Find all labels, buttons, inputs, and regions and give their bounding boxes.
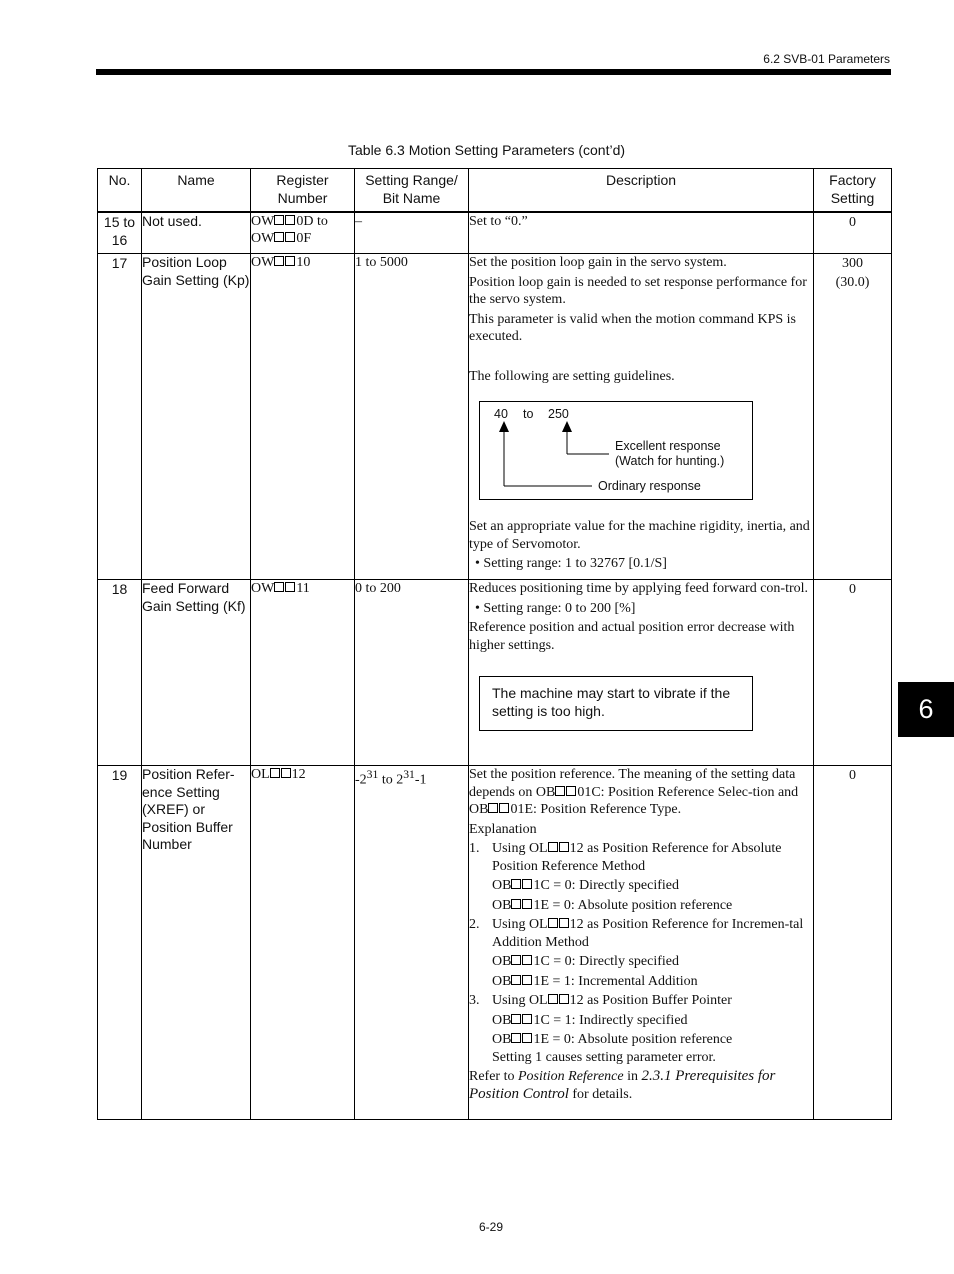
desc-bullet: • Setting range: 0 to 200 [%]	[475, 600, 636, 616]
col-header-factory: Factory Setting	[814, 169, 892, 212]
desc-bullet: • Setting range: 1 to 32767 [0.1/S]	[475, 556, 667, 571]
param-name: Not used.	[142, 212, 251, 254]
factory-setting: 0	[814, 580, 892, 766]
col-header-no: No.	[98, 169, 142, 212]
desc-line: Reduces positioning time by applying feed forward con-trol.	[469, 581, 809, 596]
table-row	[98, 254, 892, 580]
register-number: OW 0D to OW 0F	[251, 212, 355, 254]
table-caption: Table 6.3 Motion Setting Parameters (cont’d)	[348, 142, 626, 158]
col-header-name: Name	[142, 169, 251, 212]
desc-line: Explanation	[469, 821, 537, 837]
placeholder-box-icon	[548, 842, 558, 852]
table-row	[98, 580, 892, 766]
chapter-tab[interactable]: 6	[898, 682, 954, 737]
placeholder-box-icon	[274, 256, 284, 266]
desc-line: Reference position and actual position error decrease with higher settings.	[469, 620, 795, 653]
placeholder-box-icon	[522, 899, 532, 909]
register-number: OW 10	[251, 254, 355, 580]
placeholder-box-icon	[285, 232, 295, 242]
placeholder-box-icon	[270, 768, 280, 778]
desc-line: Set the position loop gain in the servo system.	[469, 255, 727, 270]
setting-range: $-2^{31}$ to $2^{31}-1$	[355, 766, 469, 1120]
desc-line: The following are setting guidelines.	[469, 368, 675, 384]
setting-range: 1 to 5000	[355, 254, 469, 580]
placeholder-box-icon	[511, 1033, 521, 1043]
cross-reference: Refer to Position Reference in 2.3.1 Prerequisites for Position Control for details.	[469, 1068, 776, 1102]
setting-range: –	[355, 212, 469, 254]
page-number: 6-29	[479, 1220, 504, 1234]
factory-setting: 0	[814, 766, 892, 1120]
placeholder-box-icon	[511, 1014, 521, 1024]
col-header-description: Description	[469, 169, 814, 212]
list-item: 2. Using OL 12 as Position Reference for Incremen-tal Addition Method OB 1C = 0: Directly specified OB 1E = 1: Incremental Addition	[469, 917, 804, 989]
table-header-row	[98, 169, 892, 212]
factory-setting: 300 (30.0)	[814, 254, 892, 580]
range-low-label: 40	[494, 407, 508, 421]
register-number: OL 12	[251, 766, 355, 1120]
placeholder-box-icon	[522, 975, 532, 985]
caution-note-box: The machine may start to vibrate if the setting is too high.	[479, 676, 753, 731]
placeholder-box-icon	[511, 955, 521, 965]
register-number: OW 11	[251, 580, 355, 766]
placeholder-box-icon	[522, 955, 532, 965]
placeholder-box-icon	[274, 582, 284, 592]
excellent-response-label: Excellent response (Watch for hunting.)	[615, 439, 725, 468]
description	[469, 580, 814, 766]
reference-link[interactable]: 2.3.1 Prerequisites for Position Control	[469, 1068, 776, 1102]
placeholder-box-icon	[285, 256, 295, 266]
table-row	[98, 766, 892, 1120]
placeholder-box-icon	[555, 786, 565, 796]
description	[469, 254, 814, 580]
row-number: 19	[98, 766, 142, 1120]
placeholder-box-icon	[559, 842, 569, 852]
placeholder-box-icon	[285, 215, 295, 225]
parameters-table	[97, 168, 892, 1120]
row-number: 17	[98, 254, 142, 580]
desc-line: Set the position reference. The meaning of the setting data depends on OB 01C: Position Reference Selec-tion and OB 01E: Position Reference Type.	[469, 767, 799, 817]
placeholder-box-icon	[511, 899, 521, 909]
row-number: 18	[98, 580, 142, 766]
placeholder-box-icon	[488, 803, 498, 813]
param-name: Position Loop Gain Setting (Kp)	[142, 254, 251, 580]
placeholder-box-icon	[274, 215, 284, 225]
col-header-register: Register Number	[251, 169, 355, 212]
gain-guideline-diagram	[479, 401, 753, 500]
placeholder-box-icon	[285, 582, 295, 592]
param-name: Position Refer-ence Setting (XREF) or Position Buffer Number	[142, 766, 251, 1120]
placeholder-box-icon	[522, 1033, 532, 1043]
range-high-label: 250	[548, 407, 569, 421]
placeholder-box-icon	[511, 879, 521, 889]
placeholder-box-icon	[548, 994, 558, 1004]
table-row	[98, 212, 892, 254]
placeholder-box-icon	[559, 918, 569, 928]
placeholder-box-icon	[522, 1014, 532, 1024]
range-to-label: to	[523, 407, 534, 421]
setting-range: 0 to 200	[355, 580, 469, 766]
placeholder-box-icon	[559, 994, 569, 1004]
factory-setting: 0	[814, 212, 892, 254]
ordinary-response-label: Ordinary response	[598, 479, 701, 493]
desc-line: This parameter is valid when the motion command KPS is executed.	[469, 311, 797, 344]
list-item: 3. Using OL 12 as Position Buffer Pointer OB 1C = 1: Indirectly specified OB 1E = 0: Absolute position reference Setting 1 causes setting parameter error.	[469, 993, 733, 1065]
placeholder-box-icon	[281, 768, 291, 778]
param-name: Feed Forward Gain Setting (Kf)	[142, 580, 251, 766]
description: Set to “0.”	[469, 212, 814, 254]
description	[469, 766, 814, 1120]
desc-line: Set an appropriate value for the machine rigidity, inertia, and type of Servomotor.	[469, 519, 810, 552]
desc-line: Position loop gain is needed to set response performance for the servo system.	[469, 274, 807, 307]
placeholder-box-icon	[499, 803, 509, 813]
reference-link[interactable]: Position Reference	[517, 1069, 624, 1084]
placeholder-box-icon	[522, 879, 532, 889]
row-number: 15 to 16	[98, 212, 142, 254]
col-header-range: Setting Range/ Bit Name	[355, 169, 469, 212]
section-header: 6.2 SVB-01 Parameters	[763, 52, 890, 66]
placeholder-box-icon	[274, 232, 284, 242]
header-rule	[96, 69, 891, 75]
placeholder-box-icon	[548, 918, 558, 928]
placeholder-box-icon	[511, 975, 521, 985]
list-item: 1. Using OL 12 as Position Reference for Absolute Position Reference Method OB 1C = 0: Directly specified OB 1E = 0: Absolute position reference	[469, 841, 782, 913]
placeholder-box-icon	[566, 786, 576, 796]
